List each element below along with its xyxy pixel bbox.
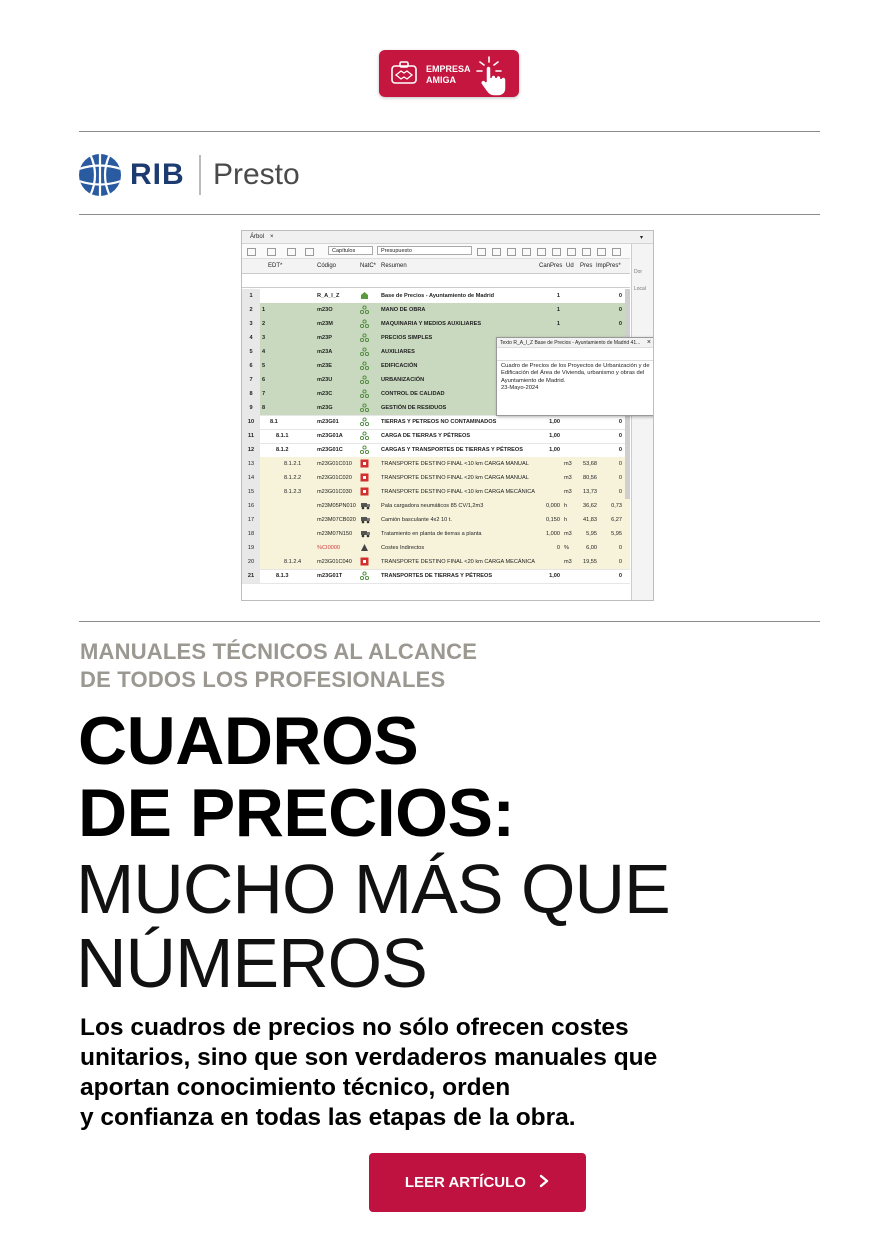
toolbar-icon (612, 248, 621, 256)
row-amount: 0 (618, 489, 622, 495)
row-code: m23U (317, 377, 333, 383)
row-edt: 1 (262, 307, 266, 313)
row-quantity: 0,000 (546, 503, 560, 509)
chapter-icon (360, 347, 369, 358)
col-pres: Pres (580, 263, 593, 269)
row-summary: TRANSPORTE DESTINO FINAL <20 km CARGA MANUAL (381, 475, 529, 481)
row-number: 19 (242, 541, 260, 555)
row-summary: MAQUINARIA Y MEDIOS AUXILIARES (381, 321, 482, 327)
machine-icon (360, 501, 371, 512)
toolbar-icon (287, 248, 296, 256)
row-number: 11 (242, 429, 260, 443)
chapter-icon (360, 375, 369, 386)
row-number: 3 (242, 317, 260, 331)
row-price: 53,68 (583, 461, 597, 467)
headline-bold (78, 705, 515, 849)
row-code: m23C (317, 391, 333, 397)
divider-logo (79, 214, 820, 215)
row-code: m23G01A (317, 433, 343, 439)
row-number: 4 (242, 331, 260, 345)
toolbar-icon (567, 248, 576, 256)
row-price: 19,55 (583, 559, 597, 565)
popup-body: Cuadro de Precios de los Proyectos de Urbanización y de Edificación del Área de Vivienda, urbanismo y obras del Ayuntamiento de Madrid. (501, 363, 650, 384)
table-row[interactable] (242, 289, 630, 304)
row-number: 8 (242, 387, 260, 401)
table-row[interactable] (242, 471, 630, 486)
row-price: 41,83 (583, 517, 597, 523)
row-number: 10 (242, 415, 260, 429)
row-edt: 8.1.2.3 (284, 489, 302, 495)
row-edt: 8.1.1 (276, 433, 289, 439)
row-unit: % (564, 545, 569, 551)
chapter-icon (360, 319, 369, 330)
presto-screenshot (241, 230, 654, 601)
row-code: m23A (317, 349, 333, 355)
row-code: m23G01C030 (317, 489, 352, 495)
divider-top (79, 131, 820, 132)
read-article-button[interactable] (369, 1153, 586, 1212)
row-number: 12 (242, 443, 260, 457)
row-amount: 6,27 (611, 517, 622, 523)
chapter-icon (360, 417, 369, 428)
item-red-icon (360, 473, 369, 484)
lead-line: unitarios, sino que son verdaderos manuales que (80, 1044, 658, 1071)
row-edt: 8.1.2.4 (284, 559, 302, 565)
row-code: m23M07CB020 (317, 517, 356, 523)
machine-icon (360, 515, 371, 526)
row-code: m23G01C020 (317, 475, 352, 481)
column-header (242, 259, 630, 274)
row-code: m23M (317, 321, 333, 327)
row-number: 15 (242, 485, 260, 499)
row-unit: h (564, 517, 568, 523)
chapter-icon (360, 445, 369, 456)
row-summary: Camión basculante 4x2 10 t. (381, 517, 452, 523)
col-natc: NatC* (360, 263, 377, 269)
brand-product: Presto (213, 158, 300, 191)
row-quantity: 0,150 (546, 517, 560, 523)
row-summary: Costes Indirectos (381, 545, 425, 551)
row-quantity: 1 (556, 321, 560, 327)
row-number: 16 (242, 499, 260, 513)
lead-line: y confianza en todas las etapas de la obra. (80, 1104, 576, 1131)
toolbar-icon (507, 248, 516, 256)
row-code: m23G (317, 405, 333, 411)
toolbar-icon (305, 248, 314, 256)
side-pane (631, 244, 654, 600)
table-row[interactable] (242, 555, 630, 570)
brand-company: RIB (130, 158, 185, 191)
table-row[interactable] (242, 415, 630, 430)
row-summary: CONTROL DE CALIDAD (381, 391, 445, 397)
row-edt: 8.1 (270, 419, 278, 425)
row-quantity: 0 (556, 545, 560, 551)
toolbar-icon (492, 248, 501, 256)
row-summary: TRANSPORTE DESTINO FINAL <10 km CARGA MANUAL (381, 461, 529, 467)
row-edt: 3 (262, 335, 266, 341)
toolbar-icon (522, 248, 531, 256)
row-quantity: 1,000 (546, 531, 560, 537)
row-edt: 7 (262, 391, 266, 397)
tab-menu-icon: ▾ (640, 235, 644, 241)
toolbar-icon (477, 248, 486, 256)
row-number: 5 (242, 345, 260, 359)
row-summary: TRANSPORTE DESTINO FINAL <10 km CARGA MECÁNICA (381, 489, 536, 495)
row-amount: 0 (618, 307, 622, 313)
row-amount: 0 (618, 433, 622, 439)
kicker (80, 638, 477, 694)
row-code: m23E (317, 363, 332, 369)
table-row[interactable] (242, 541, 630, 556)
row-amount: 0,73 (611, 503, 622, 509)
toolbar-dropdown-presupuesto: Presupuesto (377, 246, 472, 255)
row-code: m23G01T (317, 573, 343, 579)
row-summary: Base de Precios - Ayuntamiento de Madrid (381, 293, 495, 299)
col-imppres: ImpPres* (596, 263, 621, 269)
lead-line: aportan conocimiento técnico, orden (80, 1074, 511, 1101)
tab-close-icon: × (270, 234, 274, 240)
row-price: 6,00 (586, 545, 597, 551)
row-amount: 0 (618, 447, 622, 453)
popup-date: 23-Mayo-2024 (501, 385, 539, 392)
row-summary: CARGA DE TIERRAS Y PÉTREOS (381, 433, 471, 439)
row-amount: 0 (618, 573, 622, 579)
toolbar-icon (582, 248, 591, 256)
row-quantity: 1,00 (549, 573, 560, 579)
row-amount: 0 (618, 461, 622, 467)
row-number: 13 (242, 457, 260, 471)
row-summary: MANO DE OBRA (381, 307, 426, 313)
chapter-icon (360, 403, 369, 414)
row-summary: Pala cargadora neumáticos 85 CV/1,2m3 (381, 503, 484, 509)
row-quantity: 1,00 (549, 447, 560, 453)
row-amount: 0 (618, 475, 622, 481)
row-edt: 8.1.2.1 (284, 461, 302, 467)
chapter-icon (360, 389, 369, 400)
table-row[interactable] (242, 499, 630, 514)
row-price: 13,73 (583, 489, 597, 495)
table-row[interactable] (242, 527, 630, 542)
row-summary: URBANIZACIÓN (381, 377, 425, 383)
row-amount: 0 (618, 559, 622, 565)
row-summary: Tratamiento en planta de tierras a planta (381, 531, 482, 537)
chapter-icon (360, 431, 369, 442)
row-number: 9 (242, 401, 260, 415)
table-row[interactable] (242, 485, 630, 500)
row-code: m23O (317, 307, 333, 313)
row-number: 14 (242, 471, 260, 485)
row-price: 36,62 (583, 503, 597, 509)
row-number: 17 (242, 513, 260, 527)
item-red-icon (360, 459, 369, 470)
col-ud: Ud (566, 263, 574, 269)
row-summary: TRANSPORTES DE TIERRAS Y PÉTREOS (381, 573, 493, 579)
row-number: 21 (242, 569, 260, 583)
side-label: Local (634, 286, 646, 292)
row-amount: 5,95 (611, 531, 622, 537)
screenshot-toolbar (242, 244, 630, 259)
row-quantity: 1,00 (549, 419, 560, 425)
kicker-line2: DE TODOS LOS PROFESIONALES (80, 667, 446, 692)
chevron-right-icon (538, 1174, 550, 1188)
table-row[interactable] (242, 443, 630, 458)
row-edt: 8.1.3 (276, 573, 289, 579)
badge-line1: EMPRESA (426, 64, 471, 74)
row-quantity: 1 (556, 293, 560, 299)
popup-close-icon[interactable]: × (646, 339, 651, 346)
row-number: 2 (242, 303, 260, 317)
row-unit: m3 (564, 461, 572, 467)
table-row[interactable] (242, 429, 630, 444)
row-amount: 0 (618, 321, 622, 327)
table-row[interactable] (242, 569, 630, 584)
col-resumen: Resumen (381, 263, 407, 269)
table-row[interactable] (242, 513, 630, 528)
toolbar-icon (247, 248, 256, 256)
chapter-icon (360, 361, 369, 372)
headline-line1: CUADROS (78, 703, 419, 779)
row-summary: PRECIOS SIMPLES (381, 335, 433, 341)
row-number: 7 (242, 373, 260, 387)
headline-line2: DE PRECIOS: (78, 775, 515, 851)
row-number: 18 (242, 527, 260, 541)
row-amount: 0 (618, 545, 622, 551)
row-code: m23G01 (317, 419, 339, 425)
row-summary: EDIFICACIÓN (381, 363, 418, 369)
item-red-icon (360, 487, 369, 498)
rib-globe-icon (76, 152, 124, 198)
col-codigo: Código (317, 263, 337, 269)
table-row[interactable] (242, 317, 630, 332)
toolbar-icon (267, 248, 276, 256)
badge-line2: AMIGA (426, 75, 456, 85)
row-edt: 8.1.2 (276, 447, 289, 453)
item-red-icon (360, 557, 369, 568)
row-edt: 8 (262, 405, 266, 411)
row-price: 80,56 (583, 475, 597, 481)
row-code: m23G01C (317, 447, 343, 453)
cta-label: LEER ARTÍCULO (404, 1174, 526, 1191)
row-unit: h (564, 503, 568, 509)
row-summary: TIERRAS Y PETREOS NO CONTAMINADOS (381, 419, 497, 425)
row-code: m23M05PN010 (317, 503, 356, 509)
row-edt: 5 (262, 363, 266, 369)
row-quantity: 1,00 (549, 433, 560, 439)
row-edt: 2 (262, 321, 266, 327)
lead-paragraph (80, 1013, 780, 1133)
chapter-icon (360, 305, 369, 316)
chapter-icon (360, 333, 369, 344)
row-code: m23P (317, 335, 332, 341)
headline-light (76, 852, 670, 1000)
row-amount: 0 (618, 419, 622, 425)
pointer-hand-icon (475, 54, 519, 98)
toolbar-dropdown-capitulos: Capítulos (328, 246, 373, 255)
row-code: %CI0000 (317, 545, 341, 551)
handshake-icon (391, 61, 417, 85)
table-row[interactable] (242, 457, 630, 472)
row-unit: m3 (564, 489, 572, 495)
col-edt: EDT* (268, 263, 283, 269)
chapter-icon (360, 571, 369, 582)
row-number: 6 (242, 359, 260, 373)
kicker-line1: MANUALES TÉCNICOS AL ALCANCE (80, 639, 478, 664)
row-edt: 4 (262, 349, 266, 355)
lead-line: Los cuadros de precios no sólo ofrecen costes (80, 1014, 629, 1041)
row-code: m23G01C010 (317, 461, 352, 467)
row-summary: GESTIÓN DE RESIDUOS (381, 405, 447, 411)
row-edt: 6 (262, 377, 266, 383)
screenshot-tabbar (242, 231, 653, 244)
row-amount: 0 (618, 293, 622, 299)
row-code: m23M07N150 (317, 531, 353, 537)
row-number: 20 (242, 555, 260, 569)
filter-row (242, 274, 630, 288)
popup-title: Texto R_A_I_Z Base de Precios - Ayuntamiento de Madrid 41... (500, 340, 641, 346)
row-number: 1 (242, 289, 260, 303)
table-row[interactable] (242, 303, 630, 318)
brand-separator (199, 155, 201, 195)
row-code: m23G01C040 (317, 559, 352, 565)
row-unit: m3 (564, 475, 572, 481)
side-label: Dor (634, 269, 643, 275)
row-edt: 8.1.2.2 (284, 475, 302, 481)
row-quantity: 1 (556, 307, 560, 313)
row-unit: m3 (564, 559, 572, 565)
root-house-icon (360, 291, 369, 302)
toolbar-icon (537, 248, 546, 256)
headline-line4: NÚMEROS (76, 924, 427, 1002)
text-popup (496, 337, 654, 416)
rib-presto-logo (76, 150, 316, 200)
screenshot-tab-title: Árbol (250, 234, 265, 240)
headline-line3: MUCHO MÁS QUE (76, 850, 670, 928)
row-summary: TRANSPORTE DESTINO FINAL <20 km CARGA MECÁNICA (381, 559, 536, 565)
row-price: 5,95 (586, 531, 597, 537)
toolbar-icon (597, 248, 606, 256)
popup-toolbar (497, 349, 654, 361)
cost-icon (360, 543, 369, 554)
row-summary: AUXILIARES (381, 349, 415, 355)
row-summary: CARGAS Y TRANSPORTES DE TIERRAS Y PÉTREOS (381, 447, 523, 453)
empresa-amiga-badge[interactable] (379, 50, 519, 97)
col-canpres: CanPres (539, 263, 563, 269)
row-unit: m3 (564, 531, 572, 537)
machine-icon (360, 529, 371, 540)
divider-content (79, 621, 820, 622)
row-code: R_A_I_Z (317, 293, 340, 299)
toolbar-icon (552, 248, 561, 256)
